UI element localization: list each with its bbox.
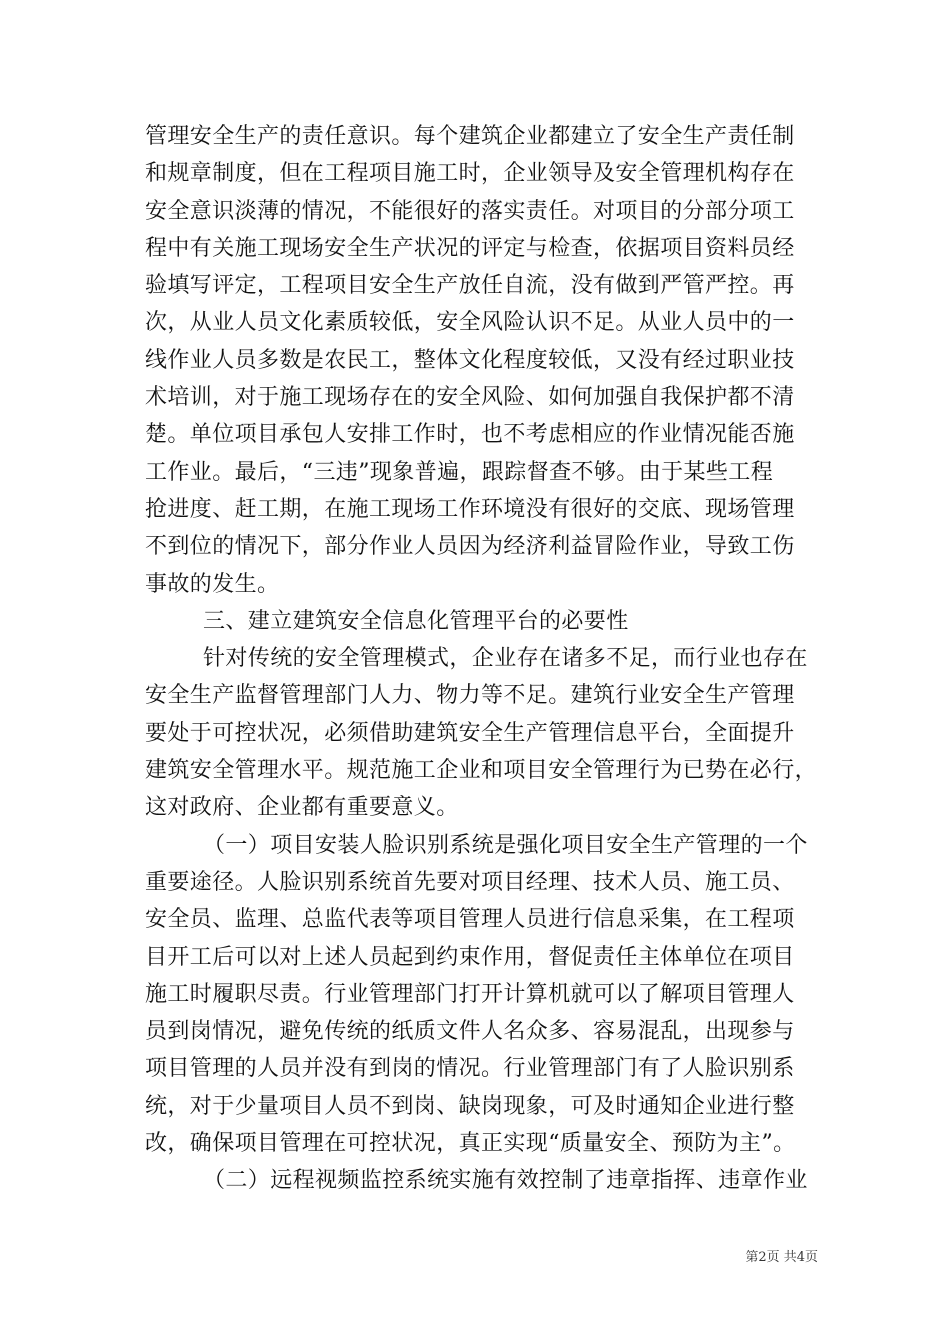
page-number: 第2页 共4页 <box>745 1250 818 1265</box>
text-line: 员到岗情况，避免传统的纸质文件人名众多、容易混乱，出现参与 <box>145 1019 795 1045</box>
section-heading: 三、建立建筑安全信息化管理平台的必要性 <box>203 608 629 634</box>
text-line: 管理安全生产的责任意识。每个建筑企业都建立了安全生产责任制 <box>145 124 795 149</box>
text-line: 工作业。最后，“三违”现象普遍，跟踪督查不够。由于某些工程 <box>145 459 774 485</box>
text-line: 重要途径。人脸识别系统首先要对项目经理、技术人员、施工员、 <box>145 869 795 895</box>
text-line: 建筑安全管理水平。规范施工企业和项目安全管理行为已势在必行， <box>145 758 818 784</box>
paragraph-start-line: （一）项目安装人脸识别系统是强化项目安全生产管理的一个 <box>203 832 808 858</box>
text-line: 验填写评定，工程项目安全生产放任自流，没有做到严管严控。再 <box>145 273 795 299</box>
text-line: 抢进度、赶工期，在施工现场工作环境没有很好的交底、现场管理 <box>145 496 795 522</box>
text-line: 事故的发生。 <box>145 571 280 597</box>
text-line: 线作业人员多数是农民工，整体文化程度较低，又没有经过职业技 <box>145 347 795 373</box>
paragraph-start-line: （二）远程视频监控系统实施有效控制了违章指挥、违章作业 <box>203 1168 808 1194</box>
text-line: 安全员、监理、总监代表等项目管理人员进行信息采集，在工程项 <box>145 907 795 933</box>
text-line: 程中有关施工现场安全生产状况的评定与检查，依据项目资料员经 <box>145 235 795 261</box>
text-line: 要处于可控状况，必须借助建筑安全生产管理信息平台，全面提升 <box>145 720 795 746</box>
text-line: 这对政府、企业都有重要意义。 <box>145 795 459 821</box>
paragraph-start-line: 针对传统的安全管理模式，企业存在诸多不足，而行业也存在 <box>203 646 808 672</box>
text-line: 术培训，对于施工现场存在的安全风险、如何加强自我保护都不清 <box>145 385 795 411</box>
text-line: 次，从业人员文化素质较低，安全风险认识不足。从业人员中的一 <box>145 310 795 336</box>
text-line: 安全生产监督管理部门人力、物力等不足。建筑行业安全生产管理 <box>145 683 795 709</box>
text-line: 安全意识淡薄的情况，不能很好的落实责任。对项目的分部分项工 <box>145 198 795 224</box>
text-line: 楚。单位项目承包人安排工作时，也不考虑相应的作业情况能否施 <box>145 422 795 448</box>
document-body <box>145 118 818 1200</box>
text-line: 目开工后可以对上述人员起到约束作用，督促责任主体单位在项目 <box>145 944 795 970</box>
text-line: 统，对于少量项目人员不到岗、缺岗现象，可及时通知企业进行整 <box>145 1093 795 1119</box>
text-line: 和规章制度，但在工程项目施工时，企业领导及安全管理机构存在 <box>145 161 795 187</box>
text-line: 改，确保项目管理在可控状况，真正实现“质量安全、预防为主”。 <box>145 1131 796 1157</box>
text-line: 项目管理的人员并没有到岗的情况。行业管理部门有了人脸识别系 <box>145 1056 795 1082</box>
text-line: 不到位的情况下，部分作业人员因为经济利益冒险作业，导致工伤 <box>145 534 795 560</box>
text-line: 施工时履职尽责。行业管理部门打开计算机就可以了解项目管理人 <box>145 981 795 1007</box>
